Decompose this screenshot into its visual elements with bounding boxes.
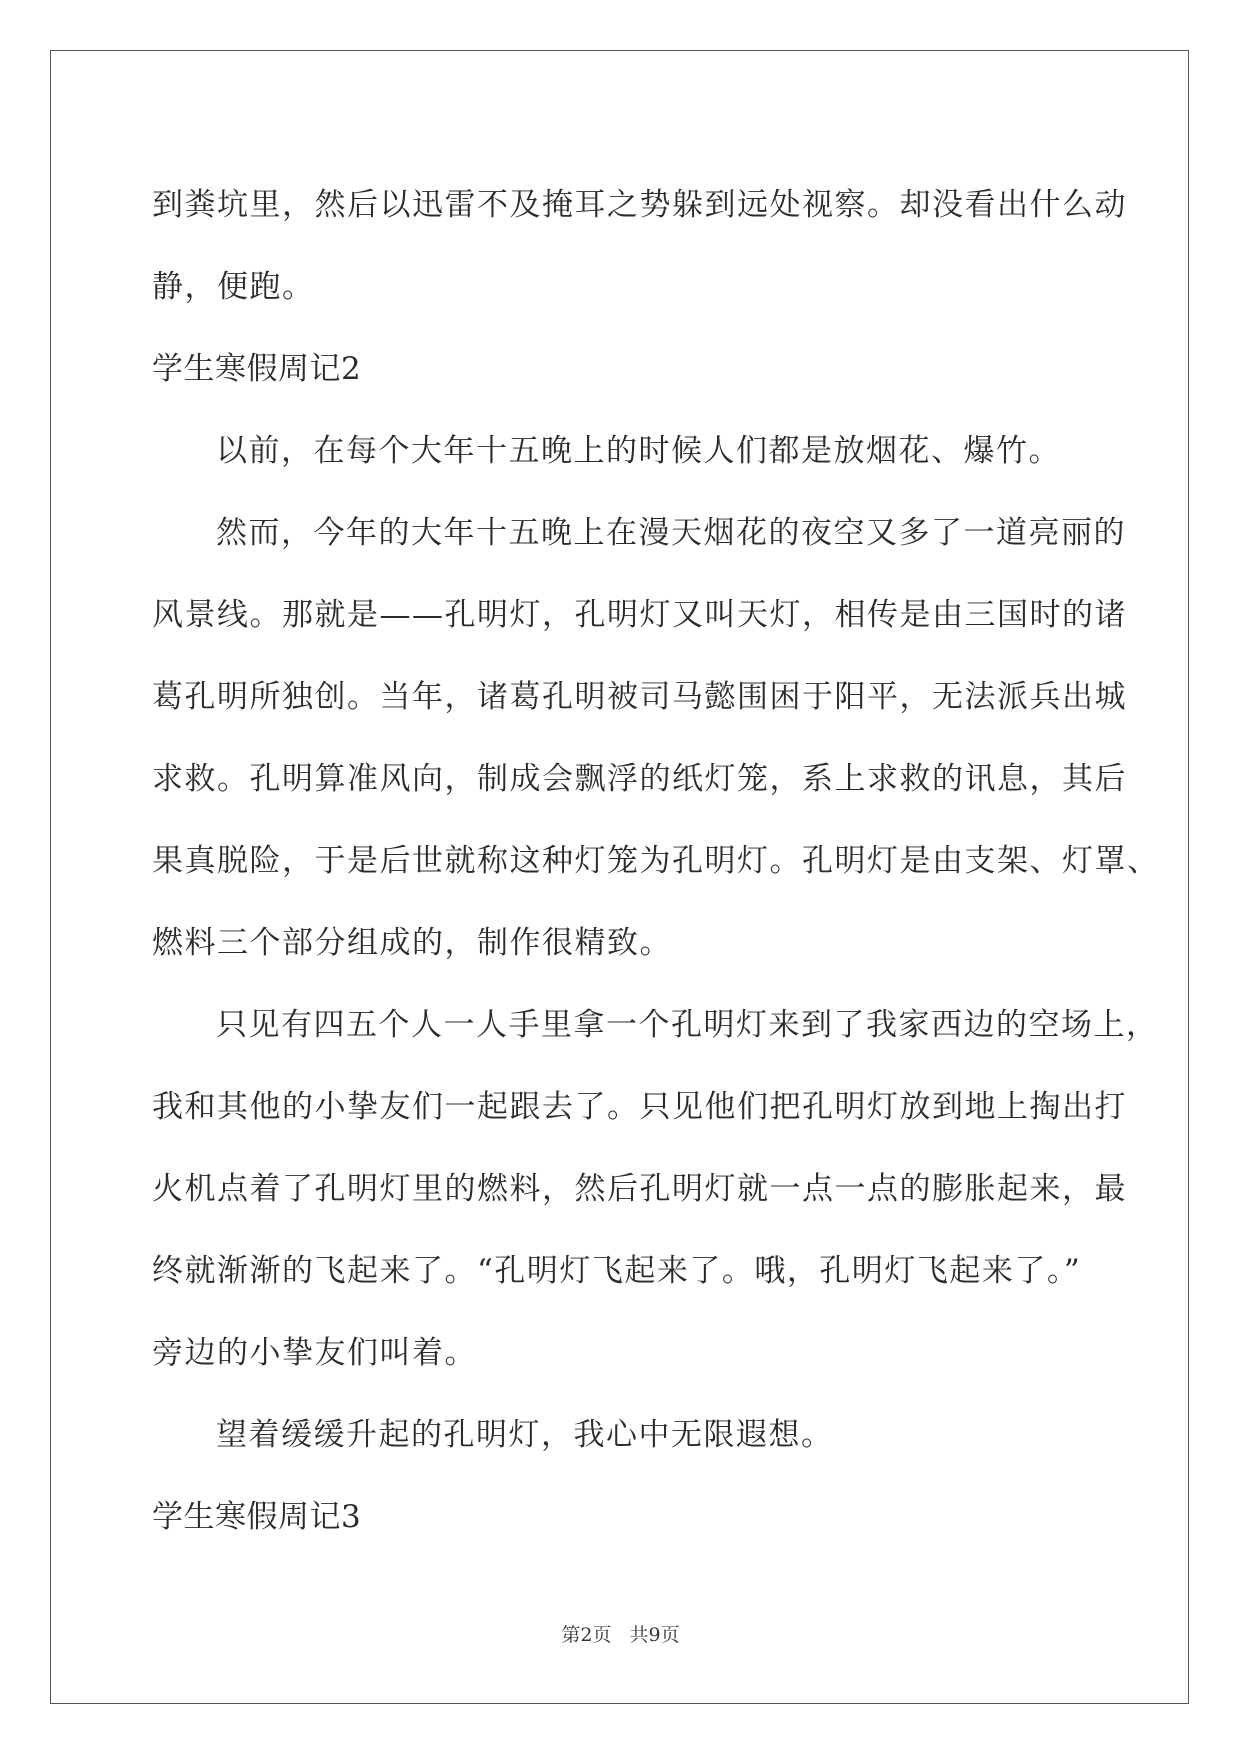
paragraph-start-line: 然而，今年的大年十五晚上在漫天烟花的夜空又多了一道亮丽的	[216, 515, 1126, 551]
paragraph-start-line: 只见有四五个人一人手里拿一个孔明灯来到了我家西边的空场上，	[216, 1007, 1159, 1043]
section-heading: 学生寒假周记2	[152, 351, 362, 387]
text-line: 终就渐渐的飞起来了。“孔明灯飞起来了。哦，孔明灯飞起来了。”	[152, 1253, 1082, 1289]
current-page-label: 第2页	[561, 1624, 612, 1646]
text-line: 我和其他的小挚友们一起跟去了。只见他们把孔明灯放到地上掏出打	[152, 1089, 1127, 1125]
paragraph-start-line: 以前，在每个大年十五晚上的时候人们都是放烟花、爆竹。	[216, 433, 1061, 469]
text-line: 燃料三个部分组成的，制作很精致。	[152, 925, 672, 961]
text-line: 果真脱险，于是后世就称这种灯笼为孔明灯。孔明灯是由支架、灯罩、	[152, 843, 1160, 879]
text-line: 求救。孔明算准风向，制成会飘浮的纸灯笼，系上求救的讯息，其后	[152, 761, 1127, 797]
text-line: 旁边的小挚友们叫着。	[152, 1335, 477, 1371]
text-line: 风景线。那就是——孔明灯，孔明灯又叫天灯，相传是由三国时的诸	[152, 597, 1127, 633]
page-footer	[0, 1620, 1241, 1647]
document-body	[152, 164, 1160, 1558]
paragraph-start-line: 望着缓缓升起的孔明灯，我心中无限遐想。	[216, 1417, 834, 1453]
text-line: 火机点着了孔明灯里的燃料，然后孔明灯就一点一点的膨胀起来，最	[152, 1171, 1127, 1207]
section-heading: 学生寒假周记3	[152, 1499, 362, 1535]
text-line: 葛孔明所独创。当年，诸葛孔明被司马懿围困于阳平，无法派兵出城	[152, 679, 1127, 715]
text-line: 静，便跑。	[152, 269, 315, 305]
total-pages-label: 共9页	[629, 1624, 680, 1646]
text-line: 到粪坑里，然后以迅雷不及掩耳之势躲到远处视察。却没看出什么动	[152, 187, 1127, 223]
